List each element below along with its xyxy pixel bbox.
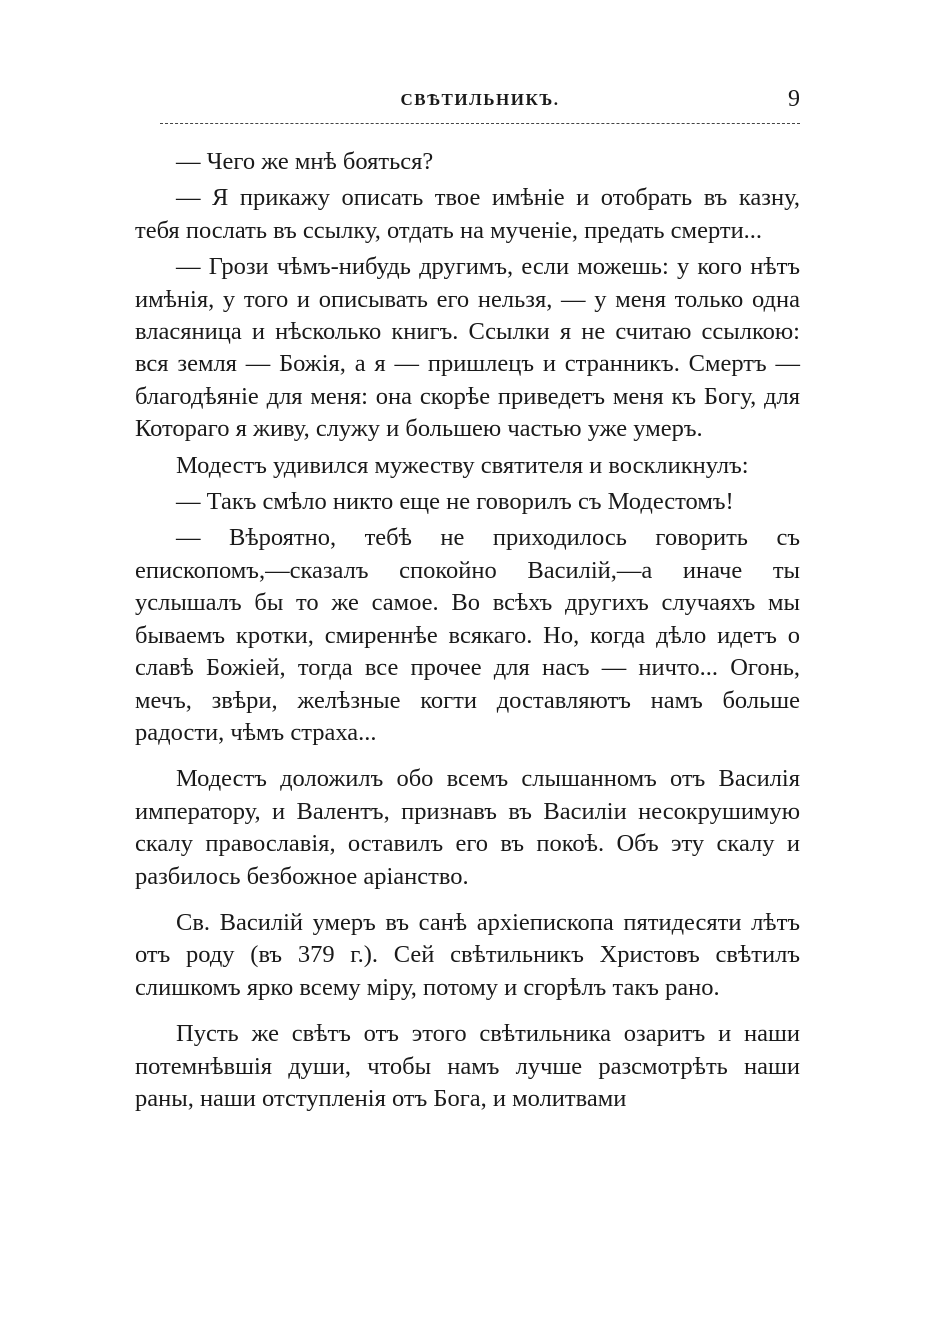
paragraph: Пусть же свѣтъ отъ этого свѣтильника озаритъ и наши потемнѣвшія души, чтобы намъ лучше разсмотрѣть наши раны, наши отступленія отъ Бога, и молитвами: [135, 1020, 800, 1112]
header-rule: [160, 123, 800, 124]
paragraph: — Грози чѣмъ-нибудь другимъ, если можешь: у кого нѣтъ имѣнія, у того и описывать его нельзя, — у меня только одна власяница и нѣсколько книгъ. Ссылки я не считаю ссылкою: вся земля — Божія, а я — пришлецъ и странникъ. Смертъ — благодѣяніе для меня: она скорѣе приведетъ меня къ Богу, для Котораго я живу, служу и большею частью уже умеръ.: [135, 253, 800, 443]
paragraph: Св. Василій умеръ въ санѣ архіепископа пятидесяти лѣтъ отъ роду (въ 379 г.). Сей свѣтильникъ Христовъ свѣтилъ слишкомъ ярко всему міру, потому и сгорѣлъ такъ рано.: [135, 908, 800, 1001]
paragraph: Модестъ доложилъ обо всемъ слышанномъ отъ Василія императору, и Валентъ, признавъ въ Василіи несокрушимую скалу православія, оставилъ его въ покоѣ. Объ эту скалу и разбилось безбожное аріанство.: [135, 765, 800, 890]
paragraph: — Чего же мнѣ бояться?: [176, 148, 434, 175]
running-title: СВѢТИЛЬНИКЪ.: [400, 90, 560, 109]
running-header: [160, 88, 800, 118]
paragraph: — Я прикажу описать твое имѣніе и отобрать въ казну, тебя послать въ ссылку, отдать на мученіе, предать смерти...: [135, 184, 800, 244]
page-number: 9: [788, 86, 800, 112]
paragraph: — Такъ смѣло никто еще не говорилъ съ Модестомъ!: [176, 488, 734, 516]
paragraph: — Вѣроятно, тебѣ не приходилось говорить съ епископомъ,—сказалъ спокойно Василій,—а иначе ты услышалъ бы то же самое. Во всѣхъ другихъ случаяхъ мы бываемъ кротки, смиреннѣе всякаго. Но, когда дѣло идетъ о славѣ Божіей, тогда все прочее для насъ — ничто... Огонь, мечъ, звѣри, желѣзные когти доставляютъ намъ больше радости, чѣмъ страха...: [135, 524, 800, 746]
paragraph: Модестъ удивился мужеству святителя и воскликнулъ:: [176, 451, 749, 479]
body-text: [135, 146, 800, 1119]
